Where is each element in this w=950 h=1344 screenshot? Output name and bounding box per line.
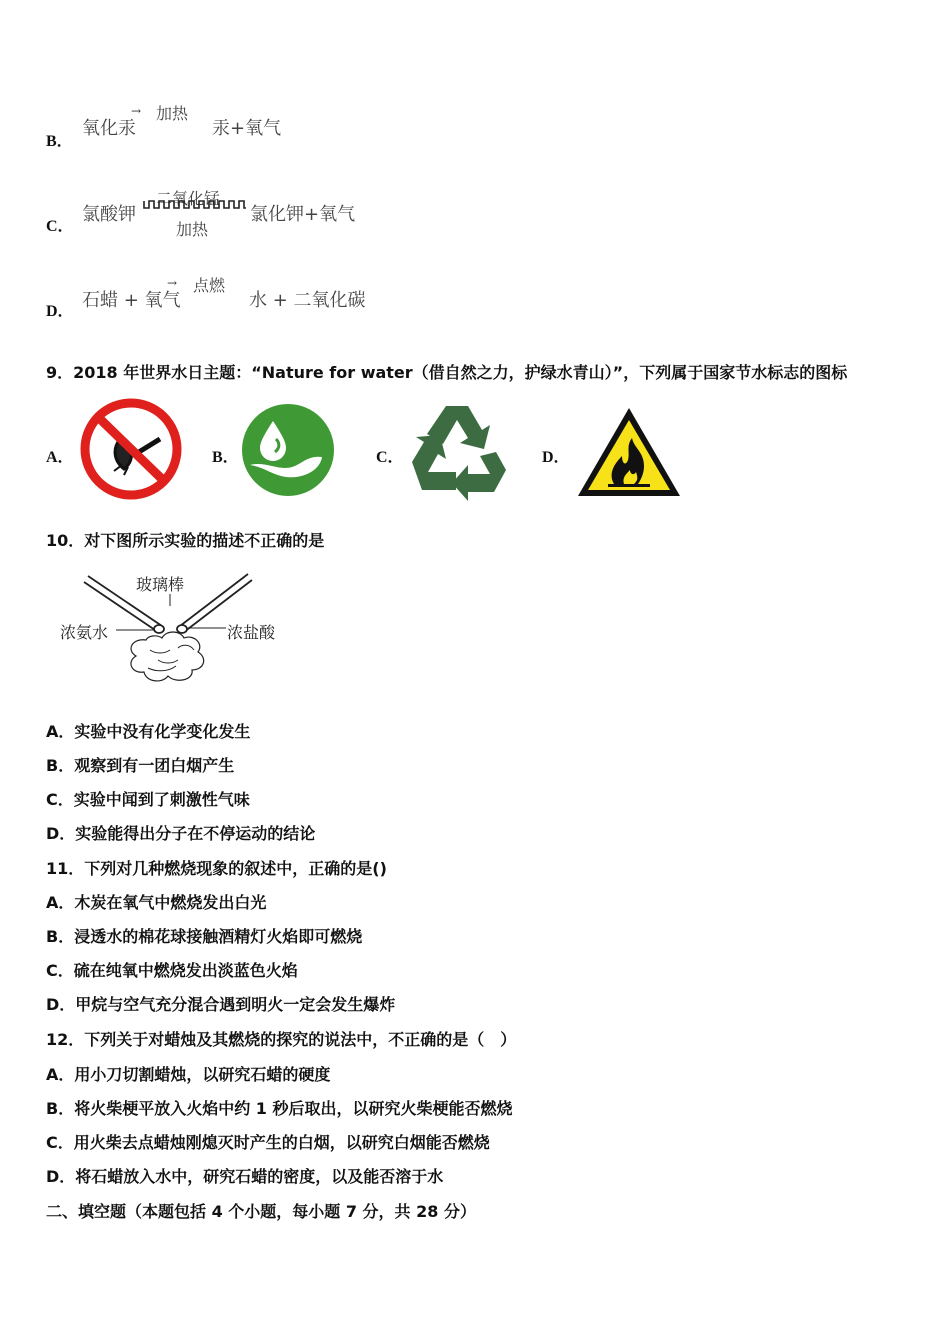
q8-option-b-right: 汞+氧气: [212, 118, 282, 139]
q11-option-c: C．硫在纯氧中燃烧发出淡蓝色火焰: [46, 961, 298, 980]
q10-stem: 10．对下图所示实验的描述不正确的是: [46, 531, 325, 550]
q8-option-b-letter: B．: [46, 133, 73, 150]
q12-option-c: C．用火柴去点蜡烛刚熄灭时产生的白烟，以研究白烟能否燃烧: [46, 1133, 490, 1152]
q9-option-b-letter: B．: [212, 449, 239, 466]
q8-option-d-right: 水 + 二氧化碳: [249, 290, 366, 311]
q9-stem: 9．2018 年世界水日主题：“Nature for water（借自然之力，护绿水青山）”，下列属于国家节水标志的图标: [46, 363, 848, 382]
q8-option-c-right: 氯化钾+氧气: [250, 204, 356, 225]
q12-option-a: A．用小刀切割蜡烛，以研究石蜡的硬度: [46, 1065, 331, 1084]
q11-option-b: B．浸透水的棉花球接触酒精灯火焰即可燃烧: [46, 927, 363, 946]
no-smoking-icon: [76, 395, 186, 503]
q12-stem: 12．下列关于对蜡烛及其燃烧的探究的说法中，不正确的是（ ）: [46, 1030, 517, 1049]
reaction-arrow-icon: [142, 199, 246, 211]
flammable-warning-icon: [574, 404, 684, 500]
q8-option-c-condition-top: 二氧化锰: [156, 189, 221, 208]
q11-option-d: D．甲烷与空气充分混合遇到明火一定会发生爆炸: [46, 995, 396, 1014]
q11-stem: 11．下列对几种燃烧现象的叙述中，正确的是(): [46, 859, 387, 878]
figure-label-ammonia: 浓氨水: [60, 623, 109, 642]
q9-option-d-letter: D．: [542, 449, 570, 466]
q8-option-c-letter: C．: [46, 218, 74, 235]
figure-label-hydrochloric-acid: 浓盐酸: [227, 623, 276, 642]
q10-option-d: D．实验能得出分子在不停运动的结论: [46, 824, 316, 843]
q12-option-d: D．将石蜡放入水中，研究石蜡的密度，以及能否溶于水: [46, 1167, 444, 1186]
q8-option-c-condition-bottom: 加热: [176, 220, 209, 239]
q8-option-b-left: 氧化汞: [82, 118, 136, 139]
water-saving-icon: [240, 403, 336, 497]
q8-option-c-left: 氯酸钾: [82, 204, 136, 225]
arrow-mark-icon: →: [131, 104, 142, 118]
section-2-title: 二、填空题（本题包括 4 个小题，每小题 7 分，共 28 分）: [46, 1202, 476, 1221]
q9-option-a-letter: A．: [46, 449, 74, 466]
q8-option-d-condition: 点燃: [193, 276, 226, 295]
q12-option-b: B．将火柴梗平放入火焰中约 1 秒后取出，以研究火柴梗能否燃烧: [46, 1099, 513, 1118]
q8-option-d-left: 石蜡 + 氧气: [82, 290, 181, 311]
q9-option-c-letter: C．: [376, 449, 404, 466]
q8-option-b-condition: 加热: [156, 104, 189, 123]
q10-option-b: B．观察到有一团白烟产生: [46, 756, 235, 775]
arrow-mark-icon: →: [167, 276, 178, 290]
figure-label-glass-rod: 玻璃棒: [136, 575, 185, 594]
q11-option-a: A．木炭在氧气中燃烧发出白光: [46, 893, 267, 912]
recycle-icon: [406, 400, 512, 502]
q10-option-c: C．实验中闻到了刺激性气味: [46, 790, 250, 809]
q10-option-a: A．实验中没有化学变化发生: [46, 722, 251, 741]
q8-option-d-letter: D．: [46, 303, 74, 320]
